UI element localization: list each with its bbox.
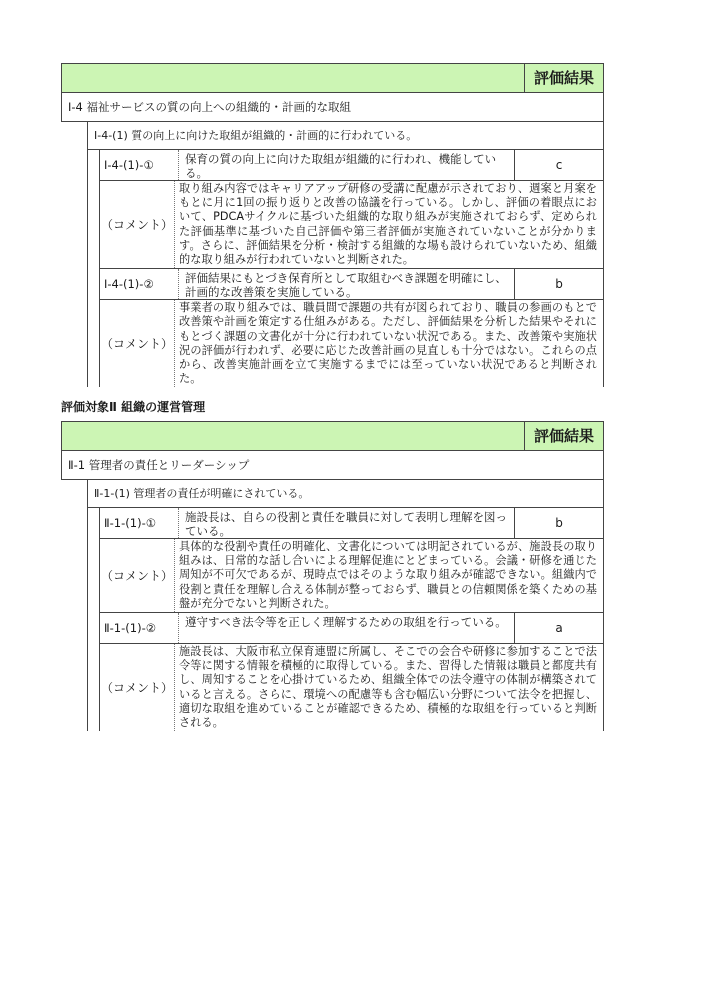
item-grade: a <box>555 621 563 636</box>
comment-row <box>100 300 603 387</box>
category-title: Ⅰ-4 福祉サービスの質の向上への組織的・計画的な取組 <box>61 93 604 122</box>
subcategory-title: Ⅰ-4-(1) 質の向上に向けた取組が組織的・計画的に行われている。 <box>87 122 604 150</box>
comment-label: （コメント） <box>100 300 175 387</box>
item-grade: b <box>555 277 563 292</box>
result-column-label: 評価結果 <box>524 422 603 450</box>
table-header <box>61 421 604 451</box>
item-list <box>99 508 604 731</box>
comment-row <box>100 539 603 613</box>
item-id: Ⅰ-4-(1)-① <box>100 150 179 180</box>
item-row <box>100 269 603 300</box>
subcategory-block <box>87 122 604 387</box>
category-title: Ⅱ-1 管理者の責任とリーダーシップ <box>61 451 604 480</box>
comment-label: （コメント） <box>100 644 175 731</box>
item-grade: b <box>555 516 563 530</box>
comment-text: 取り組み内容ではキャリアアップ研修の受講に配慮が示されており、週案と月案をもとに月に1回の振り返りと改善の協議を行っている。しかし、評価の着眼点において、PDCAサイクルに基づいた組織的な取り組みが実施されておらず、定められた評価基準に基づいた自己評価や第三者評価が実施されていないことが分かります。さらに、評価結果を分析・検討する組織的な場も設けられていないため、組織的な取り組みが行われていないと判断された。 <box>179 182 597 267</box>
item-title: 評価結果にもとづき保育所として取組むべき課題を明確にし、計画的な改善策を実施している。 <box>179 269 515 299</box>
item-id: Ⅰ-4-(1)-② <box>100 269 179 299</box>
comment-label: （コメント） <box>100 181 175 268</box>
item-list <box>99 150 604 387</box>
comment-text: 具体的な役割や責任の明確化、文書化については明記されているが、施設長の取り組みは、日常的な話し合いによる理解促進にとどまっている。会議・研修を通じた周知が不可欠であるが、現時点ではそのような取り組みが確認できない。組織内で役割と責任を理解し合える体制が整っておらず、職員との信頼関係を築くための基盤が充分でないと判断された。 <box>179 540 597 610</box>
evaluation-section-1 <box>61 63 604 387</box>
evaluation-section-2 <box>61 421 604 731</box>
item-id: Ⅱ-1-(1)-① <box>100 508 179 538</box>
item-row <box>100 613 603 644</box>
item-title: 施設長は、自らの役割と責任を職員に対して表明し理解を図っている。 <box>179 508 515 538</box>
evaluation-heading-2: 評価対象Ⅱ 組織の運営管理 <box>61 400 206 414</box>
comment-row <box>100 181 603 269</box>
item-row <box>100 150 603 181</box>
comment-text: 施設長は、大阪市私立保育連盟に所属し、そこでの会合や研修に参加することで法令等に関する情報を積極的に取得している。また、習得した情報は職員と都度共有し、周知することを心掛けているため、組織全体での法令遵守の体制が構築されていると言える。さらに、環境への配慮等も含む幅広い分野について法令を把握し、適切な取組を進めていることが確認できるため、積極的な取組を行っていると判断される。 <box>179 645 597 730</box>
subcategory-block <box>87 480 604 731</box>
item-grade: c <box>555 158 563 172</box>
comment-text: 事業者の取り組みでは、職員間で課題の共有が図られており、職員の参画のもとで改善策や計画を策定する仕組みがある。ただし、評価結果を分析した結果やそれにもとづく課題の文書化が十分に行われていない状況である。また、改善策や実施状況の評価が行われず、必要に応じた改善計画の見直しも十分ではない。これらの点から、改善実施計画を立て実施するまでには至っていない状況であると判断された。 <box>179 301 597 386</box>
item-title: 遵守すべき法令等を正しく理解するための取組を行っている。 <box>179 613 515 643</box>
item-title: 保育の質の向上に向けた取組が組織的に行われ、機能している。 <box>179 150 515 180</box>
item-id: Ⅱ-1-(1)-② <box>100 613 179 643</box>
item-row <box>100 508 603 539</box>
comment-label: （コメント） <box>100 539 175 612</box>
comment-row <box>100 644 603 731</box>
result-column-label: 評価結果 <box>524 64 603 92</box>
table-header <box>61 63 604 93</box>
subcategory-title: Ⅱ-1-(1) 管理者の責任が明確にされている。 <box>87 480 604 508</box>
